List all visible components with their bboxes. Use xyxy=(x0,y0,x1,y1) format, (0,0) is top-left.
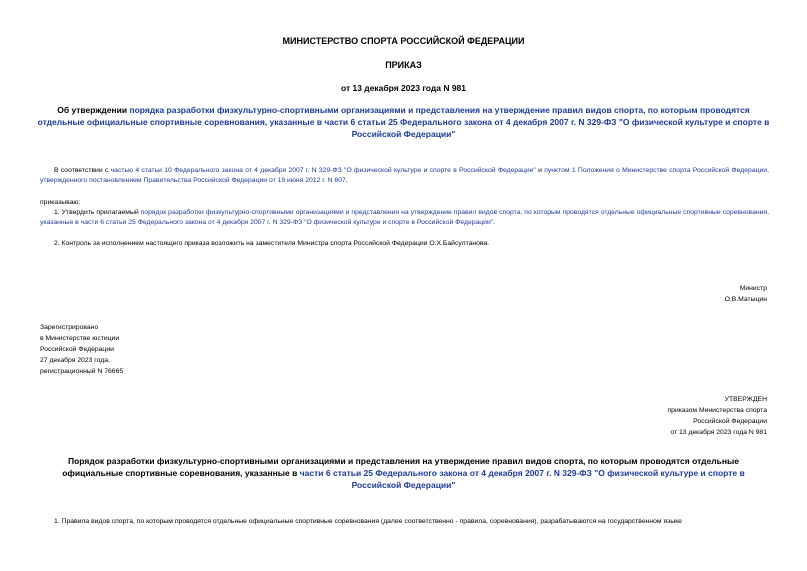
signature-block xyxy=(725,283,767,305)
paragraph-basis xyxy=(40,166,769,186)
paragraph-item-2: 2. Контроль за исполнением настоящего приказа возложить на заместителя Министра спорта Российской Федерации О.Х.Байсултанова. xyxy=(54,240,490,247)
approval-line-1: УТВЕРЖДЕН xyxy=(724,396,767,403)
procedure-title xyxy=(46,455,761,491)
order-date-number: от 13 декабря 2023 года N 981 xyxy=(340,83,467,93)
paragraph-order-word: приказываю: xyxy=(40,199,81,206)
procedure-link[interactable]: порядок разработки физкультурно-спортивными организациями и представления на утверждение правил видов спорта, по которым проводятся отдельные официальные спортивные соревнования, указанные в части 6 статьи 25 Федерального закона от 4 декабря 2007 г. N 329-ФЗ "О физической культуре и спорте в Российской Федерации" xyxy=(40,209,769,226)
registration-block xyxy=(40,322,123,377)
signature-name: О.В.Матыцин xyxy=(724,296,767,303)
signature-title: Министр xyxy=(739,285,767,292)
approval-line-2: приказом Министерства спорта xyxy=(667,407,767,414)
approval-line-3: Российской Федерации xyxy=(693,418,767,425)
registration-line-1: Зарегистрировано xyxy=(40,324,99,331)
p3-text-a: 1. Утвердить прилагаемый xyxy=(54,209,141,216)
registration-line-4: 27 декабря 2023 года, xyxy=(40,357,110,364)
approval-line-4: от 13 декабря 2023 года N 981 xyxy=(670,429,767,436)
approval-block xyxy=(668,394,768,438)
p1-text-a: В соответствии с xyxy=(54,167,111,174)
heading-link[interactable]: порядка разработки физкультурно-спортивными организациями и представления на утверждение правил видов спорта, по которым проводятся отдельные официальные спортивные соревнования, указанные в части 6 статьи 25 Федерального закона от 4 декабря 2007 г. N 329-ФЗ "О физической культуре и спорте в Российской Федерации" xyxy=(37,105,770,139)
p1-text-c: , xyxy=(345,177,348,184)
p1-text-b: и xyxy=(535,167,545,174)
procedure-paragraph-1: 1. Правила видов спорта, по которым проводятся отдельные официальные спортивные соревнования (далее соответственно - правила, соревнования), разрабатываются на государственном языке xyxy=(54,518,682,525)
procedure-title-text: Порядок разработки физкультурно-спортивными организациями и представления на утверждение правил видов спорта, по которым проводятся отдельные официальные спортивные соревнования, указанные в xyxy=(62,456,739,478)
p3-text-b: . xyxy=(493,219,496,226)
paragraph-item-1 xyxy=(40,208,769,228)
registration-line-3: Российской Федерации xyxy=(40,346,114,353)
procedure-title-link[interactable]: части 6 статьи 25 Федерального закона от 4 декабря 2007 г. N 329-ФЗ "О физической культуре и спорте в Российской Федерации" xyxy=(299,468,745,490)
heading-prefix: Об утверждении xyxy=(57,105,130,115)
regulation-link[interactable]: пунктом 1 Положения о Министерстве спорта Российской Федерации, утвержденного постановлением Правительства Российской Федерации от 19 июня 2012 г. N 607 xyxy=(40,167,769,184)
ministry-name: МИНИСТЕРСТВО СПОРТА РОССИЙСКОЙ ФЕДЕРАЦИИ xyxy=(282,36,525,46)
order-heading xyxy=(36,104,771,140)
registration-line-2: в Министерстве юстиции xyxy=(40,335,120,342)
registration-line-5: регистрационный N 76665 xyxy=(40,368,124,375)
law-link[interactable]: частью 4 статьи 10 Федерального закона от 4 декабря 2007 г. N 329-ФЗ "О физической культуре и спорте в Российской Федерации" xyxy=(110,167,536,174)
order-title: ПРИКАЗ xyxy=(385,60,422,70)
